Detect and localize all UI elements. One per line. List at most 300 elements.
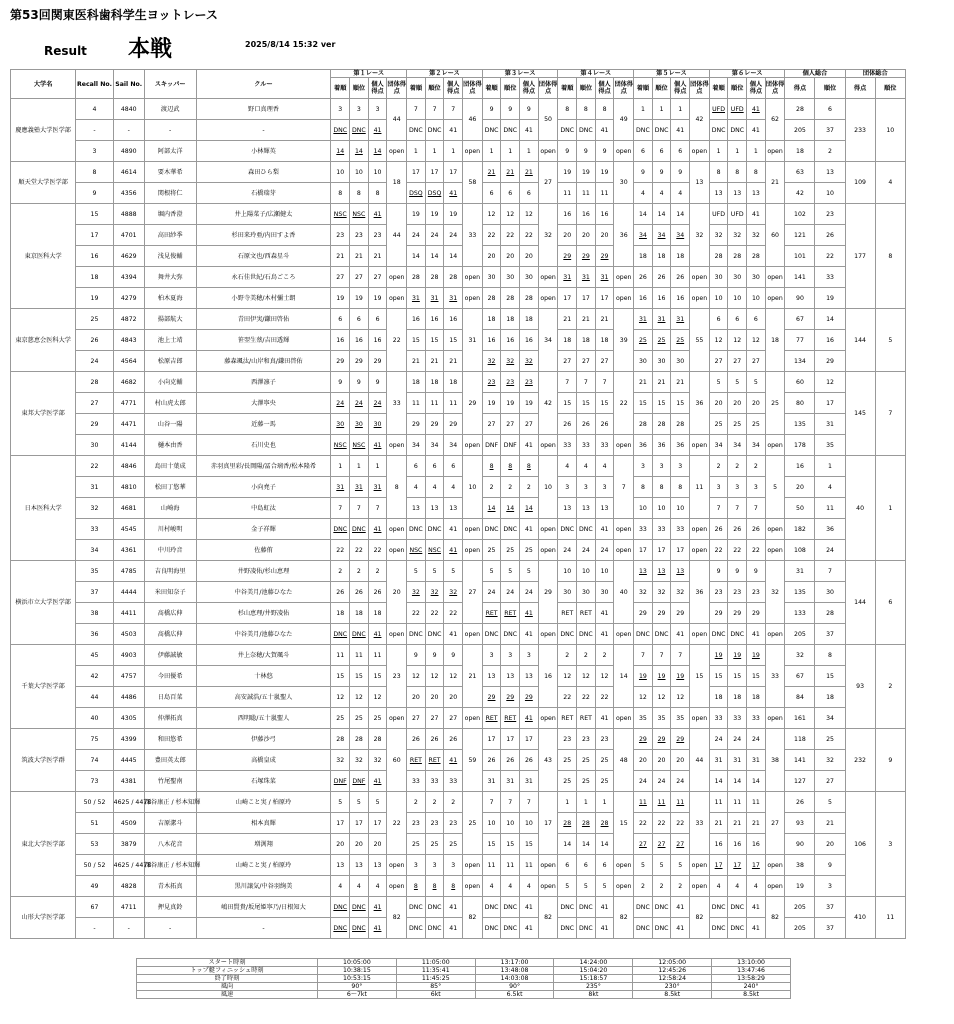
race-rank: 24 [652,771,671,792]
finish-position: 11 [709,792,728,813]
finish-position: DNC [407,519,426,540]
race-rank: 27 [501,414,520,435]
race-rank: 16 [425,309,444,330]
individual-points: 17 [444,162,463,183]
individual-points: 4 [368,876,387,897]
finish-position: 25 [634,330,653,351]
individual-total-points: 63 [785,162,815,183]
race-rank: 16 [652,288,671,309]
sail-number: 4144 [113,435,144,456]
individual-points: 26 [671,267,690,288]
individual-total-points: 101 [785,246,815,267]
individual-points: 2 [520,477,539,498]
header-team-points: 団体得点 [690,78,710,99]
individual-points: 41 [595,603,614,624]
individual-points: 41 [368,771,387,792]
race-rank: 34 [425,435,444,456]
recall-number: 49 [76,876,113,897]
finish-position: 5 [709,372,728,393]
finish-position: DNC [331,897,350,918]
individual-total-rank: 36 [815,519,845,540]
finish-position: DNC [709,897,728,918]
sail-number: 4711 [113,897,144,918]
sail-number: 4356 [113,183,144,204]
team-points-open: open [387,540,407,561]
race-rank: 15 [652,393,671,414]
condition-value: 14:24:00 [554,959,633,967]
header-finish: 着順 [331,78,350,99]
individual-points: 12 [520,204,539,225]
sail-number: - [113,120,144,141]
individual-points: 3 [595,477,614,498]
finish-position: 20 [709,393,728,414]
individual-total-rank: 28 [815,603,845,624]
individual-points: 41 [671,918,690,939]
race-rank: DNC [728,897,747,918]
individual-points: 24 [368,393,387,414]
table-row [11,876,906,897]
recall-number: 9 [76,183,113,204]
finish-position: 9 [634,162,653,183]
race-rank: 29 [652,729,671,750]
race-rank: 7 [577,372,596,393]
team-points-open: open [765,708,785,729]
individual-points: 10 [368,162,387,183]
crew-names: 小野寺美穂/木村彌士朗 [196,288,331,309]
individual-points: 9 [747,561,766,582]
race-rank: 12 [652,687,671,708]
condition-value: 230° [633,983,712,991]
team-race-points: 15 [614,792,634,855]
individual-points: 41 [671,624,690,645]
team-race-points: 13 [690,162,710,204]
team-points-open: open [614,288,634,309]
finish-position: 13 [558,498,577,519]
skipper-name: 中川玲音 [144,540,196,561]
individual-points: 31 [595,267,614,288]
finish-position: 25 [558,771,577,792]
finish-position: 3 [482,645,501,666]
finish-position: DNC [709,120,728,141]
crew-names: - [196,918,331,939]
individual-total-points: 205 [785,624,815,645]
team-points-open: open [765,288,785,309]
team-race-points: 82 [538,897,558,939]
condition-label: 終了時刻 [137,975,318,983]
individual-points: 3 [671,456,690,477]
individual-points: 21 [671,372,690,393]
recall-number: 38 [76,603,113,624]
individual-points: 41 [444,183,463,204]
individual-points: 1 [747,141,766,162]
individual-points: 6 [444,456,463,477]
crew-names: 杉山恵理/井野凌佑 [196,603,331,624]
individual-points: 1 [444,141,463,162]
skipper-name: 堀内香澄 [144,204,196,225]
individual-total-points: 20 [785,477,815,498]
race-rank: 2 [501,477,520,498]
finish-position: 22 [558,687,577,708]
individual-points: 33 [747,708,766,729]
individual-points: 6 [671,141,690,162]
crew-names: 相本真輝 [196,813,331,834]
team-race-points: 16 [538,645,558,708]
individual-points: 16 [444,309,463,330]
header-finish: 着順 [634,78,653,99]
individual-total-points: 84 [785,687,815,708]
race-rank: 22 [652,813,671,834]
finish-position: 18 [709,687,728,708]
race-rank: 22 [728,540,747,561]
condition-label: スタート時刻 [137,959,318,967]
finish-position: 14 [709,771,728,792]
team-total-rank: 6 [875,561,905,645]
table-row [11,540,906,561]
individual-points: 23 [520,372,539,393]
individual-points: 8 [368,183,387,204]
race-rank: 11 [728,792,747,813]
finish-position: 16 [331,330,350,351]
team-race-points: 18 [387,162,407,204]
race-rank: 32 [728,225,747,246]
finish-position: 9 [482,99,501,120]
table-row [11,561,906,582]
header-race-1: 第１レース [331,70,407,78]
finish-position: 10 [331,162,350,183]
team-race-points: 30 [614,162,634,204]
table-row [11,372,906,393]
crew-names: 井上陽菜子/広瀬健太 [196,204,331,225]
individual-total-rank: 7 [815,561,845,582]
header-individual-points: 個人得点 [368,78,387,99]
sail-number: 4509 [113,813,144,834]
race-rank: 22 [577,687,596,708]
race-rank: DNC [577,624,596,645]
team-points-open: open [463,855,483,876]
finish-position: 15 [482,834,501,855]
header-team-points: 団体得点 [463,78,483,99]
crew-names: 西澤凛子 [196,372,331,393]
crew-names: 中島虹汰 [196,498,331,519]
race-rank: 18 [425,372,444,393]
race-rank: 10 [350,162,369,183]
condition-value: 13:47:46 [712,967,791,975]
skipper-name: 柏木夏海 [144,288,196,309]
header-team-total-points: 得点 [845,78,875,99]
individual-points: 20 [671,750,690,771]
recall-number: 45 [76,645,113,666]
sail-number: 4888 [113,204,144,225]
individual-points: 41 [520,120,539,141]
race-rank: 23 [350,225,369,246]
finish-position: 1 [331,456,350,477]
finish-position: 3 [558,477,577,498]
recall-number: 35 [76,561,113,582]
skipper-name: 川村峻明 [144,519,196,540]
team-points-open: open [387,624,407,645]
race-rank: 22 [501,225,520,246]
finish-position: 33 [407,771,426,792]
race-rank: 25 [728,414,747,435]
race-rank: 15 [425,330,444,351]
finish-position: 28 [558,813,577,834]
finish-position: 17 [331,813,350,834]
finish-position: 28 [331,729,350,750]
individual-points: 22 [595,687,614,708]
finish-position: RET [482,603,501,624]
finish-position: 23 [331,225,350,246]
individual-points: 41 [595,120,614,141]
individual-points: 2 [671,876,690,897]
individual-points: 41 [520,918,539,939]
finish-position: 11 [407,393,426,414]
team-race-points: 22 [387,309,407,372]
individual-points: 33 [671,519,690,540]
race-rank: 25 [501,540,520,561]
individual-points: 25 [444,834,463,855]
crew-names: 高安誠浩/五十嵐聖人 [196,687,331,708]
individual-total-rank: 20 [815,834,845,855]
team-race-points: 40 [614,561,634,624]
team-points-open: open [765,435,785,456]
skipper-name: 浅見俊輔 [144,246,196,267]
race-rank: 27 [652,834,671,855]
individual-total-rank: 5 [815,792,845,813]
individual-total-points: 67 [785,666,815,687]
individual-total-points: 80 [785,393,815,414]
finish-position: 27 [331,267,350,288]
finish-position: 31 [331,477,350,498]
race-rank: 12 [350,687,369,708]
race-rank: RET [577,603,596,624]
race-rank: 18 [350,603,369,624]
race-rank: DNC [425,519,444,540]
team-points-open: open [690,876,710,897]
race-rank: 7 [652,645,671,666]
sail-number: 4629 [113,246,144,267]
team-points-open: open [765,540,785,561]
finish-position: DNC [558,624,577,645]
finish-position: 11 [634,792,653,813]
skipper-name: 和田悠希 [144,729,196,750]
team-points-open: open [765,267,785,288]
table-row [11,897,906,918]
team-points-open: open [690,708,710,729]
individual-total-points: 205 [785,120,815,141]
finish-position: DNC [331,918,350,939]
condition-value: 13:17:00 [475,959,554,967]
finish-position: 29 [634,603,653,624]
race-rank: 2 [350,561,369,582]
recall-number: 36 [76,624,113,645]
finish-position: DNC [709,624,728,645]
individual-points: 25 [595,750,614,771]
condition-label: 風速 [137,991,318,999]
finish-position: 10 [558,561,577,582]
race-rank: 22 [350,540,369,561]
individual-points: 15 [520,834,539,855]
individual-points: 1 [368,456,387,477]
finish-position: 1 [558,792,577,813]
team-race-points: 17 [538,792,558,855]
race-rank: 9 [652,162,671,183]
individual-total-rank: 2 [815,141,845,162]
individual-total-rank: 3 [815,876,845,897]
finish-position: 34 [407,435,426,456]
finish-position: 27 [407,708,426,729]
team-race-points: 32 [765,561,785,624]
finish-position: 2 [709,456,728,477]
individual-points: 33 [444,771,463,792]
race-rank: 16 [350,330,369,351]
team-points-open: open [614,624,634,645]
team-points-open: open [538,876,558,897]
recall-number: 40 [76,708,113,729]
individual-points: 41 [520,624,539,645]
individual-total-rank: 12 [815,372,845,393]
individual-points: 13 [671,561,690,582]
team-points-open: open [614,435,634,456]
individual-points: 23 [595,729,614,750]
finish-position: 25 [558,750,577,771]
race-rank: 14 [652,204,671,225]
skipper-name: 村山虎太郎 [144,393,196,414]
race-rank: 28 [501,288,520,309]
page-title: 第53回関東医科歯科学生ヨットレース [10,8,218,22]
race-rank: 20 [425,687,444,708]
team-race-points: 38 [765,729,785,792]
team-race-points: 33 [387,372,407,435]
header-individual-points: 個人得点 [520,78,539,99]
recall-number: 50 / 52 [76,855,113,876]
individual-points: 21 [747,813,766,834]
crew-names: 野口真理香 [196,99,331,120]
individual-points: 7 [520,792,539,813]
individual-points: 8 [595,99,614,120]
finish-position: 9 [331,372,350,393]
finish-position: 22 [482,225,501,246]
team-race-points: 21 [463,645,483,708]
individual-total-rank: 22 [815,246,845,267]
individual-points: 11 [368,645,387,666]
race-rank: 29 [425,414,444,435]
team-race-points: 55 [690,309,710,372]
finish-position: 29 [331,351,350,372]
skipper-name: 島田十葉成 [144,456,196,477]
sail-number: 4394 [113,267,144,288]
team-points-open: open [463,624,483,645]
team-points-open: open [463,435,483,456]
header-individual-points: 個人得点 [595,78,614,99]
team-race-points: 58 [463,162,483,204]
individual-points: 12 [368,687,387,708]
individual-total-points: 205 [785,897,815,918]
skipper-name: 髙橋広伸 [144,603,196,624]
individual-points: 32 [368,750,387,771]
race-rank: 14 [728,771,747,792]
race-rank: DNC [425,897,444,918]
individual-points: 7 [368,498,387,519]
skipper-name: 青木拓真 [144,876,196,897]
team-total-points: 144 [845,309,875,372]
finish-position: DNC [482,120,501,141]
team-total-rank: 9 [875,729,905,792]
race-rank: 5 [425,561,444,582]
finish-position: 25 [407,834,426,855]
team-race-points: 15 [690,645,710,708]
individual-points: 24 [671,771,690,792]
finish-position: 1 [634,99,653,120]
individual-points: 10 [747,288,766,309]
race-rank: 15 [501,834,520,855]
race-rank: DNC [728,624,747,645]
team-points-open: open [538,288,558,309]
race-rank: 27 [577,351,596,372]
header-team-points: 団体得点 [387,78,407,99]
team-race-points: 82 [463,897,483,939]
finish-position: 29 [709,603,728,624]
finish-position: 21 [634,372,653,393]
individual-points: 13 [444,498,463,519]
finish-position: 23 [482,372,501,393]
finish-position: DNC [407,918,426,939]
finish-position: 24 [709,729,728,750]
race-rank: 24 [728,729,747,750]
sail-number: 4872 [113,309,144,330]
skipper-name: 竹尾聖南 [144,771,196,792]
finish-position: 31 [482,771,501,792]
header-race-3: 第３レース [482,70,558,78]
individual-points: 5 [520,561,539,582]
crew-names: 石原文也/西森星斗 [196,246,331,267]
condition-value: 90° [475,983,554,991]
team-race-points: 60 [387,729,407,792]
skipper-name: 山谷一陽 [144,414,196,435]
individual-points: 27 [444,708,463,729]
individual-points: 5 [444,561,463,582]
finish-position: 13 [407,498,426,519]
team-points-open: open [387,519,407,540]
recall-number: 17 [76,225,113,246]
finish-position: 28 [709,246,728,267]
table-row [11,519,906,540]
team-race-points: 7 [614,456,634,519]
individual-points: 27 [671,834,690,855]
individual-points: 28 [444,267,463,288]
race-rank: DNF [350,771,369,792]
finish-position: 28 [482,288,501,309]
individual-points: 22 [747,540,766,561]
race-rank: 13 [425,498,444,519]
finish-position: 5 [558,876,577,897]
individual-total-rank: 35 [815,435,845,456]
skipper-name: 要木華希 [144,162,196,183]
table-row [11,309,906,330]
individual-total-points: 42 [785,183,815,204]
condition-value: 12:58:24 [633,975,712,983]
skipper-name: 仲澤拓真 [144,708,196,729]
race-rank: 19 [425,204,444,225]
team-total-rank: 7 [875,372,905,456]
crew-names: 黒川譲気/中谷羽絢美 [196,876,331,897]
sail-number: 4445 [113,750,144,771]
individual-total-points: 67 [785,309,815,330]
individual-total-points: 141 [785,750,815,771]
individual-points: 5 [595,876,614,897]
finish-position: 30 [331,414,350,435]
individual-total-rank: 9 [815,855,845,876]
race-rank: 24 [425,225,444,246]
